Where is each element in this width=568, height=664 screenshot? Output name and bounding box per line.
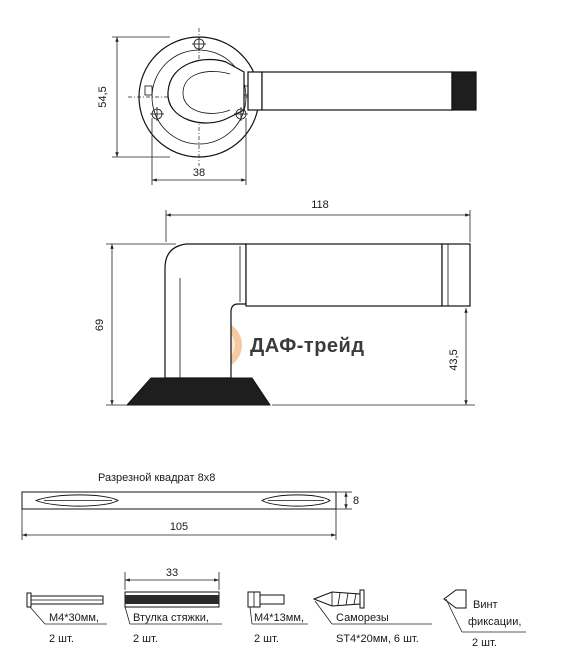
part-label-m4x30: М4*30мм, [49,612,99,624]
screw-m4x30-icon [27,593,103,607]
dim-mount-spacing: 38 [192,167,206,179]
part-qty-fixing: 2 шт. [472,637,497,649]
part-qty-sleeve: 2 шт. [133,633,158,645]
lever-side-cap [442,244,470,306]
spindle-title: Разрезной квадрат 8х8 [98,472,216,484]
dim-spindle-length: 105 [169,521,189,533]
lever-body [262,72,452,110]
part-qty-m4x13: 2 шт. [254,633,279,645]
lever-side-body [246,244,442,306]
screw-m4x13-icon [248,592,284,607]
part-label-self-tapping: Саморезы [336,612,389,624]
dim-total-height: 69 [94,318,106,332]
side-view [94,199,475,405]
part-label-sleeve: Втулка стяжки, [133,612,209,624]
top-view [97,28,476,185]
part-qty-m4x30: 2 шт. [49,633,74,645]
part-qty-self-tapping: ST4*20мм, 6 шт. [336,633,419,645]
dim-sleeve-length: 33 [165,567,179,579]
part-label-fixing-line2: фиксации, [468,616,522,628]
lever-collar [248,72,262,110]
fasteners [27,567,526,649]
dim-handle-axis-height: 43,5 [448,349,460,371]
part-label-m4x13: М4*13мм, [254,612,304,624]
fixing-screw-icon [444,590,466,608]
dim-handle-length: 118 [311,199,329,211]
watermark-text: ДАФ-трейд [250,335,365,357]
part-label-fixing-line1: Винт [473,599,498,611]
side-rosette [127,378,270,405]
self-tapping-screw-icon [314,590,364,608]
dim-rosette-height: 54,5 [97,86,109,108]
lever-cap [452,72,476,110]
dim-spindle-width: 8 [353,495,360,507]
spindle-view [22,472,359,540]
